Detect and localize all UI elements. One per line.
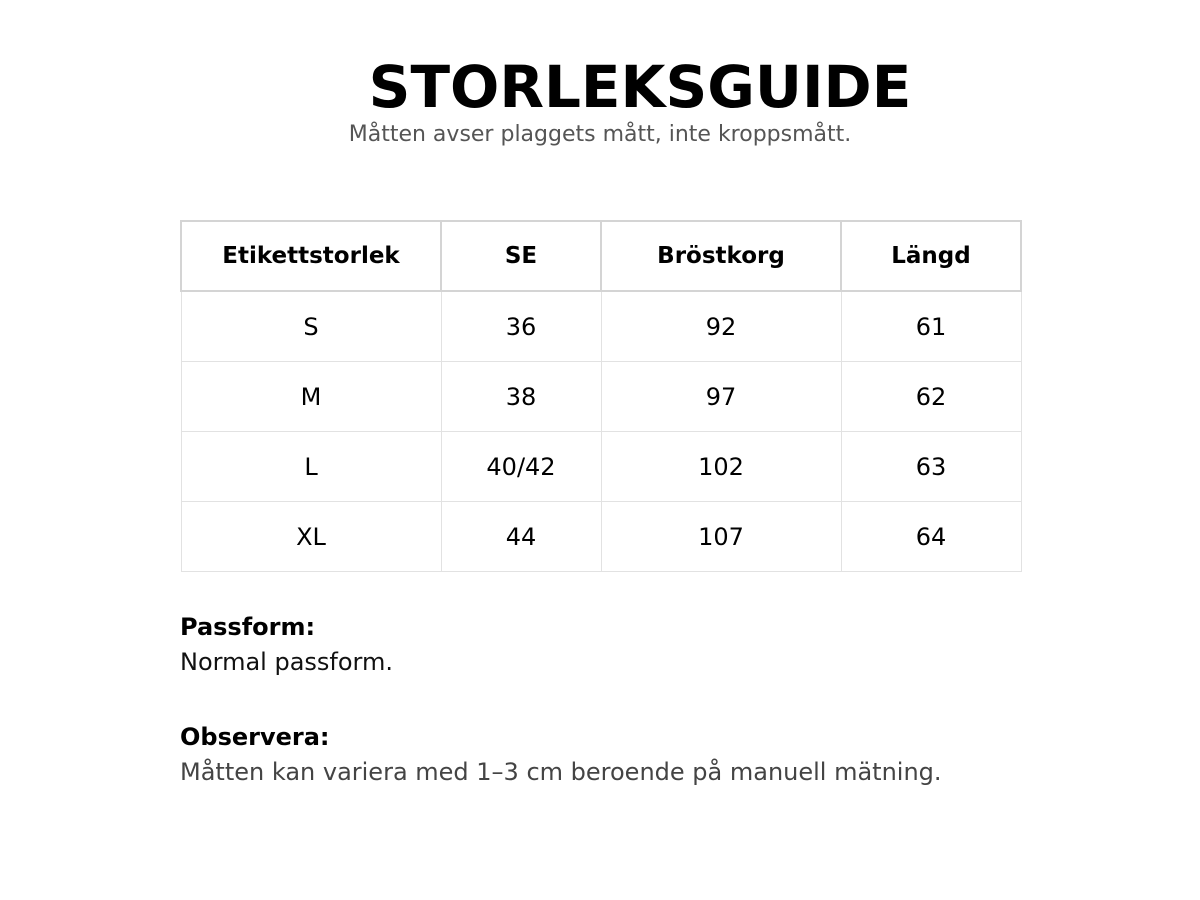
size-table <box>180 220 1022 572</box>
fit-section <box>180 612 1080 678</box>
column-header-label-size: Etikettstorlek <box>181 221 441 291</box>
column-header-chest: Bröstkorg <box>601 221 841 291</box>
fit-label: Passform: <box>180 613 316 641</box>
table-row <box>181 502 1021 572</box>
table-cell-chest: 92 <box>601 291 841 362</box>
table-cell-chest: 102 <box>601 432 841 502</box>
note-text: Måtten kan variera med 1–3 cm beroende på manuell mätning. <box>180 758 942 786</box>
table-cell-se: 44 <box>441 502 601 572</box>
table-row <box>181 432 1021 502</box>
table-header-row <box>181 221 1021 291</box>
table-cell-length: 63 <box>841 432 1021 502</box>
table-cell-length: 64 <box>841 502 1021 572</box>
table-cell-se: 38 <box>441 362 601 432</box>
table-row <box>181 362 1021 432</box>
note-label: Observera: <box>180 723 330 751</box>
column-header-length: Längd <box>841 221 1021 291</box>
table-cell-se: 40/42 <box>441 432 601 502</box>
fit-text: Normal passform. <box>180 648 393 676</box>
table-cell-label-size: XL <box>181 502 441 572</box>
page-title: STORLEKSGUIDE <box>368 53 912 121</box>
table-cell-label-size: S <box>181 291 441 362</box>
table-row <box>181 291 1021 362</box>
page-subtitle: Måtten avser plaggets mått, inte kroppsmått. <box>348 122 852 147</box>
column-header-se: SE <box>441 221 601 291</box>
table-cell-se: 36 <box>441 291 601 362</box>
table-cell-length: 61 <box>841 291 1021 362</box>
table-cell-label-size: L <box>181 432 441 502</box>
table-cell-label-size: M <box>181 362 441 432</box>
table-cell-length: 62 <box>841 362 1021 432</box>
table-cell-chest: 97 <box>601 362 841 432</box>
table-cell-chest: 107 <box>601 502 841 572</box>
note-section <box>180 722 1080 788</box>
